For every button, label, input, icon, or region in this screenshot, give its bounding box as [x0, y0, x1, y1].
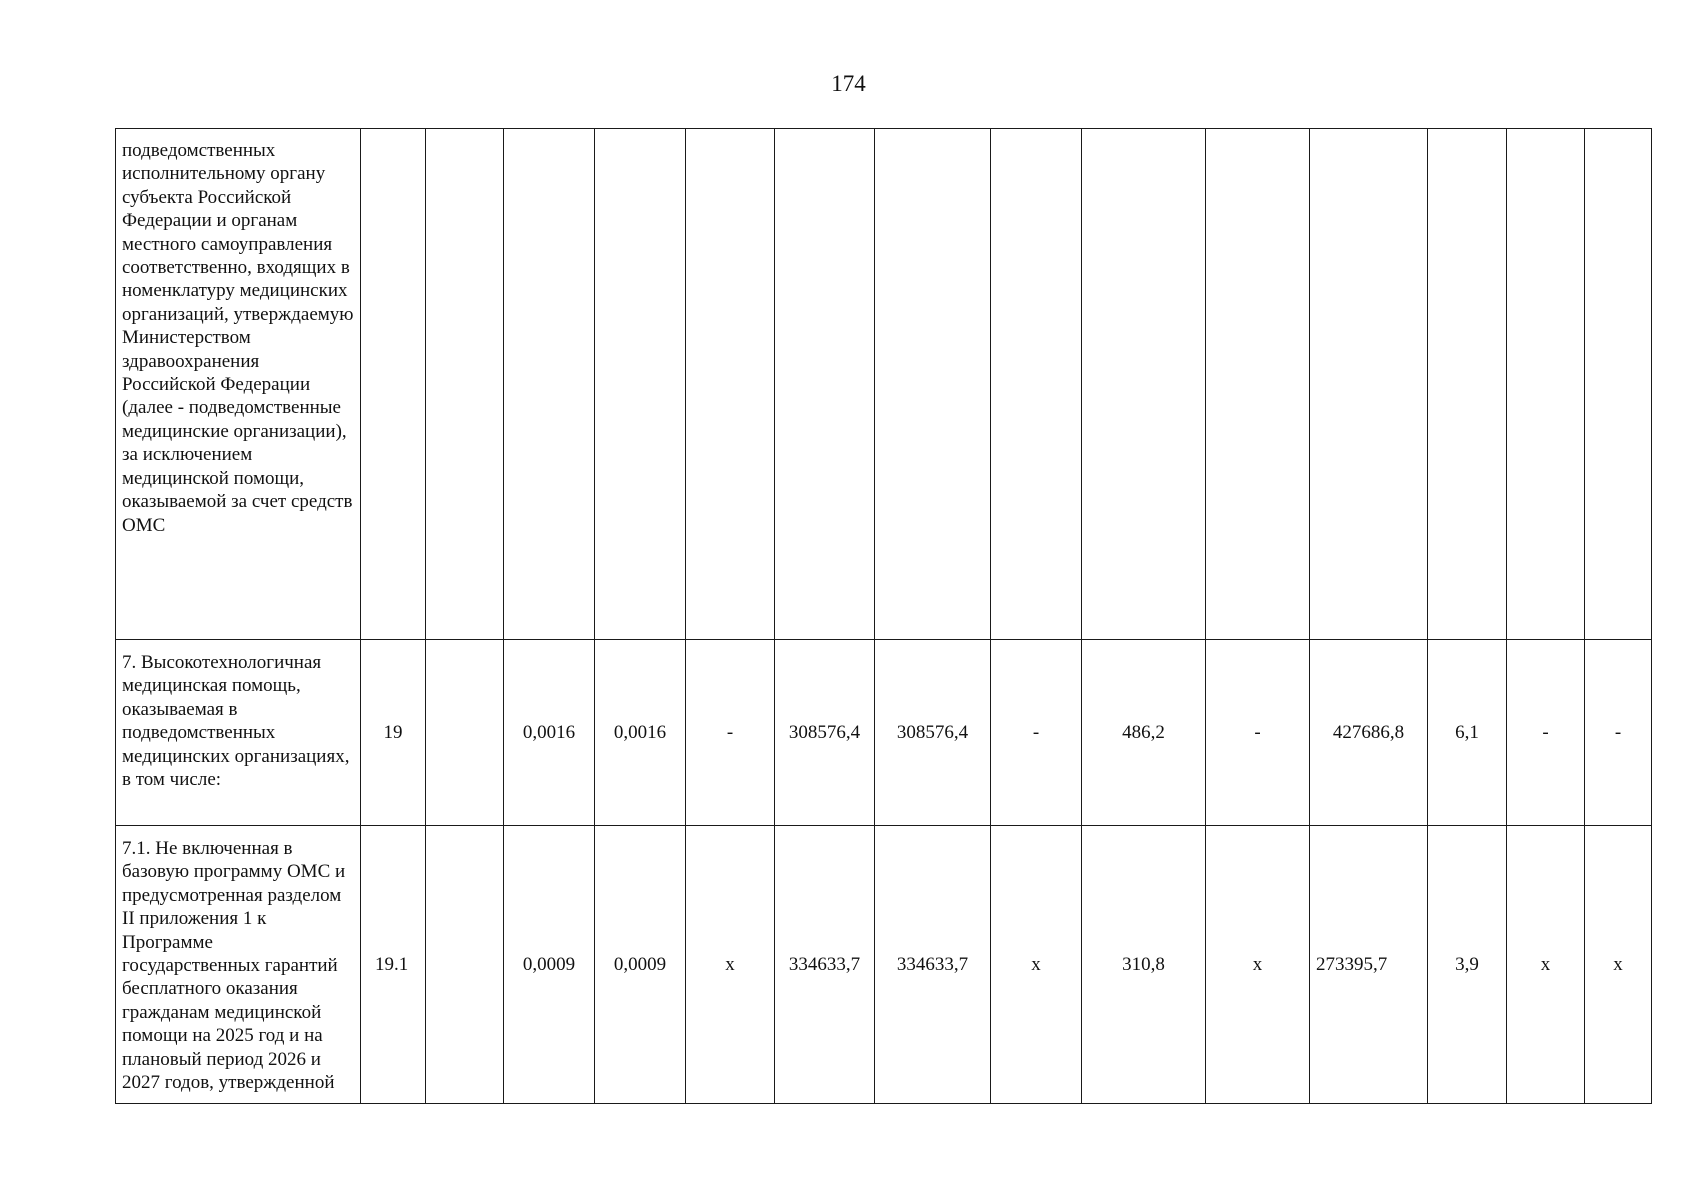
table-cell: 6,1: [1428, 640, 1507, 826]
table-cell: х: [1585, 826, 1652, 1104]
table-cell: 0,0016: [504, 640, 595, 826]
table-cell: 0,0009: [504, 826, 595, 1104]
table-cell: [426, 129, 504, 640]
table-cell: 486,2: [1082, 640, 1206, 826]
table-cell: 308576,4: [875, 640, 991, 826]
table-cell: [1206, 129, 1310, 640]
table-cell: [1082, 129, 1206, 640]
table-cell: 334633,7: [875, 826, 991, 1104]
table-row: [116, 826, 1652, 1104]
table-cell: [686, 129, 775, 640]
table-cell: [1310, 129, 1428, 640]
row-description: 7. Высокотехнологичная медицинская помощь, оказываемая в подведомственных медицинских организациях, в том числе:: [116, 640, 361, 826]
table-cell: [1585, 129, 1652, 640]
table-cell: 3,9: [1428, 826, 1507, 1104]
table-cell-line-code: 19: [361, 640, 426, 826]
table-cell: 310,8: [1082, 826, 1206, 1104]
table-cell: -: [991, 640, 1082, 826]
table-cell: -: [1585, 640, 1652, 826]
table-cell: 334633,7: [775, 826, 875, 1104]
table-cell: [1428, 129, 1507, 640]
row-description: подведомственных исполнительному органу субъекта Российской Федерации и органам местного самоуправления соответственно, входящих в номенклатуру медицинских организаций, утверждаемую Министерством здравоохранения Российской Федерации (далее - подведомственные медицинские организации), за исключением медицинской помощи, оказываемой за счет средств ОМС: [116, 129, 361, 640]
table-cell: [595, 129, 686, 640]
table-cell: [426, 640, 504, 826]
table-cell: [991, 129, 1082, 640]
table-cell: 427686,8: [1310, 640, 1428, 826]
table-cell: [875, 129, 991, 640]
table-cell: 0,0016: [595, 640, 686, 826]
table-row: [116, 640, 1652, 826]
table-cell: -: [1206, 640, 1310, 826]
table-cell: [1507, 129, 1585, 640]
table-cell: х: [1206, 826, 1310, 1104]
table-cell: 0,0009: [595, 826, 686, 1104]
table-cell: 273395,7: [1310, 826, 1428, 1104]
table-cell: х: [991, 826, 1082, 1104]
table-cell-line-code: [361, 129, 426, 640]
table-cell: [504, 129, 595, 640]
table-cell: [775, 129, 875, 640]
row-description: 7.1. Не включенная в базовую программу ОМС и предусмотренная разделом II приложения 1 к Программе государственных гарантий бесплатного оказания гражданам медицинской помощи на 2025 год и на плановый период 2026 и 2027 годов, утвержденной: [116, 826, 361, 1104]
table-cell-line-code: 19.1: [361, 826, 426, 1104]
page-number: 174: [831, 71, 866, 96]
table-cell: 308576,4: [775, 640, 875, 826]
table-row: [116, 129, 1652, 640]
data-table: [115, 128, 1652, 1104]
table-cell: -: [686, 640, 775, 826]
table-cell: -: [1507, 640, 1585, 826]
table-cell: х: [1507, 826, 1585, 1104]
table-cell: [426, 826, 504, 1104]
table-cell: х: [686, 826, 775, 1104]
